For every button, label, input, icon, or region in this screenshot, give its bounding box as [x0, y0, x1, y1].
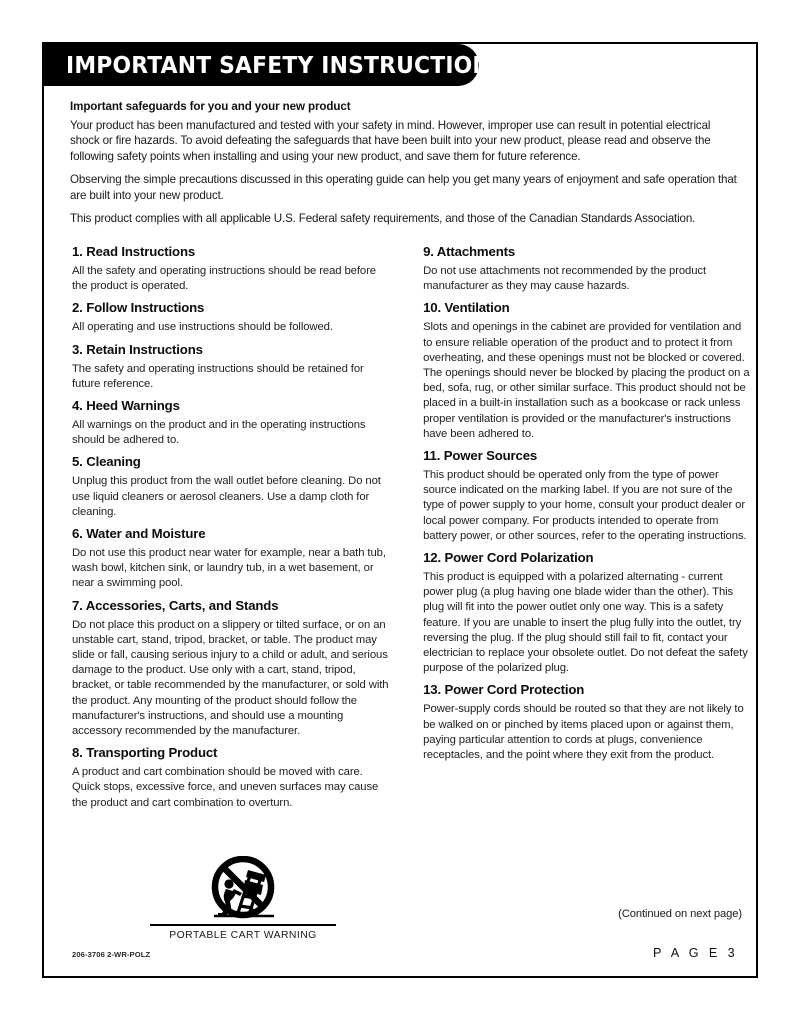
safety-item-body: Do not use this product near water for example, near a bath tub, wash bowl, kitchen sink, or laundry tub, in a wet basement, or near a swimming pool.	[72, 547, 386, 590]
caption-divider	[150, 924, 336, 926]
left-column	[72, 238, 391, 814]
safety-item-heading: 9. Attachments	[423, 244, 516, 259]
safety-item-heading: 2. Follow Instructions	[72, 300, 205, 316]
safety-item	[72, 342, 391, 392]
safety-item	[72, 526, 391, 592]
safety-item-heading: 11. Power Sources	[423, 448, 538, 464]
safety-item	[423, 244, 752, 294]
safety-item-heading: 6. Water and Moisture	[72, 526, 206, 542]
safety-item-heading: 3. Retain Instructions	[72, 341, 203, 357]
right-column	[423, 238, 752, 814]
safety-item-body: This product should be operated only from the type of power source indicated on the marking label. If you are not sure of the type of power supply to your home, consult your product dealer or local power company. For products intended to operate from battery power, or other sources, refer to the operating instructions.	[423, 469, 747, 542]
safety-item-heading: 7. Accessories, Carts, and Stands	[72, 597, 279, 613]
continued-note: (Continued on next page)	[618, 908, 742, 920]
safety-item	[423, 300, 752, 442]
safety-item-heading: 12. Power Cord Polarization	[423, 550, 594, 566]
safety-item-body: Unplug this product from the wall outlet before cleaning. Do not use liquid cleaners or aerosol cleaners. Use a damp cloth for cleaning.	[72, 475, 381, 518]
safety-item	[72, 598, 391, 740]
safety-item-body: Do not place this product on a slippery or tilted surface, or on an unstable cart, stand, tripod, bracket, or table. The product may slide or fall, causing serious injury to a child or adult, and serious damage to the product. Use only with a cart, stand, tripod, bracket, or table recommended by the manufacturer, or sold with the product. Any mounting of the product should follow the manufacturer's instructions, and should use a mounting accessory recommended by the manufacturer.	[72, 618, 389, 738]
page-title: IMPORTANT SAFETY INSTRUCTIONS	[66, 51, 507, 79]
safety-item	[423, 682, 752, 763]
safety-item	[72, 454, 391, 520]
safety-item	[72, 398, 391, 448]
safety-item-body: Power-supply cords should be routed so that they are not likely to be walked on or pinched by items placed upon or against them, paying particular attention to cords at plugs, convenience receptacles, and the point where they exit from the product.	[423, 703, 744, 762]
safety-item-heading: 5. Cleaning	[72, 454, 141, 470]
intro-heading: Important safeguards for you and your new product	[70, 100, 351, 113]
safety-item-heading: 8. Transporting Product	[72, 745, 218, 761]
safety-item-heading: 13. Power Cord Protection	[423, 682, 585, 698]
safety-item	[72, 745, 391, 811]
safety-item	[72, 244, 391, 294]
safety-item	[72, 300, 391, 335]
cart-warning-caption: PORTABLE CART WARNING	[169, 929, 317, 941]
safety-item-body: Do not use attachments not recommended by the product manufacturer as they may cause hazards.	[423, 265, 707, 293]
safety-item-heading: 1. Read Instructions	[72, 244, 196, 259]
safety-item	[423, 550, 752, 676]
safety-item	[423, 448, 752, 544]
safety-item-body: This product is equipped with a polarized alternating - current power plug (a plug having one blade wider than the other). This plug will fit into the power outlet only one way. This is a safety feature. If you are unable to insert the plug fully into the outlet, try reversing the plug. If the plug should still fail to fit, contact your electrician to replace your obsolete outlet. Do not defeat the safety purpose of the polarized plug.	[423, 571, 748, 675]
intro-paragraph: Observing the simple precautions discussed in this operating guide can help you get many years of enjoyment and safe operation that are built into your new product.	[70, 173, 737, 202]
safety-item-body: All warnings on the product and in the operating instructions should be adhered to.	[72, 419, 366, 447]
page-number: P A G E 3	[653, 946, 738, 960]
document-code: 206-3706 2-WR-POLZ	[72, 950, 151, 959]
intro-section	[70, 100, 742, 226]
safety-item-heading: 4. Heed Warnings	[72, 398, 180, 414]
safety-item-body: A product and cart combination should be moved with care. Quick stops, excessive force, and uneven surfaces may cause the product and cart combination to overturn.	[72, 766, 379, 809]
no-portable-cart-icon	[148, 856, 338, 924]
page-header-banner	[42, 44, 507, 86]
safety-item-body: All operating and use instructions should be followed.	[72, 321, 333, 334]
safety-item-body: All the safety and operating instructions should be read before the product is operated.	[72, 265, 376, 293]
safety-item-body: Slots and openings in the cabinet are provided for ventilation and to ensure reliable operation of the product and to protect it from overheating, and these openings must not be blocked or covered. The openings should never be blocked by placing the product on a bed, sofa, rug, or other similar surface. This product should not be placed in a built-in installation such as a bookcase or rack unless proper ventilation is provided or the manufacturer's instructions have been adhered to.	[423, 321, 750, 440]
safety-item-heading: 10. Ventilation	[423, 300, 510, 316]
intro-paragraph: This product complies with all applicable U.S. Federal safety requirements, and those of the Canadian Standards Association.	[70, 212, 696, 226]
safety-instructions-columns	[72, 238, 752, 814]
intro-paragraph: Your product has been manufactured and tested with your safety in mind. However, improper use can result in potential electrical shock or fire hazards. To avoid defeating the safeguards that have been built into your new product, please read and observe the following safety points when installing and using your new product, and save them for future reference.	[70, 119, 711, 163]
safety-item-body: The safety and operating instructions should be retained for future reference.	[72, 362, 364, 390]
portable-cart-warning	[148, 856, 338, 941]
